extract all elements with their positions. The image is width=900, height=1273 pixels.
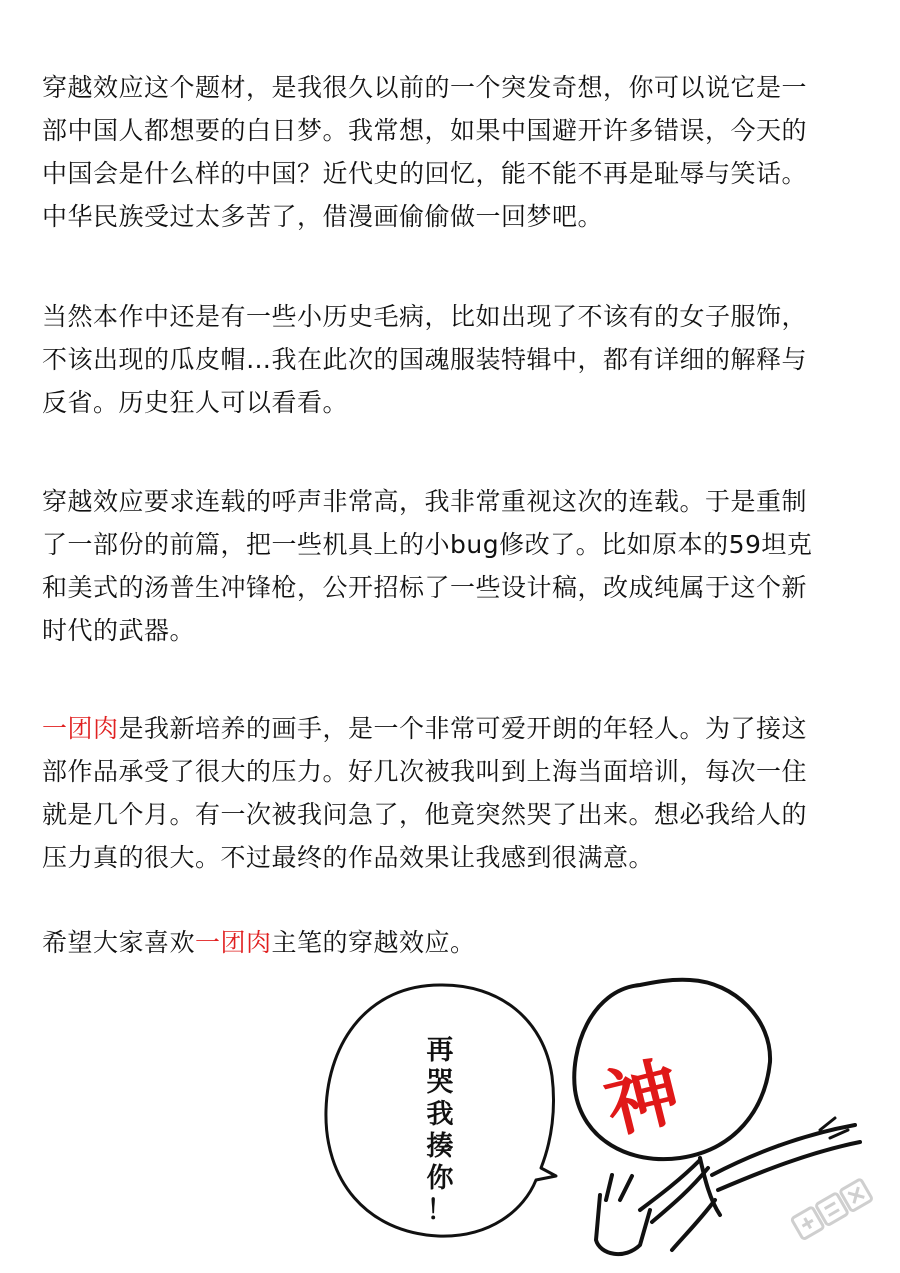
paragraph-line: 穿越效应要求连载的呼声非常高，我非常重视这次的连载。于是重制 [42, 487, 808, 516]
paragraph-line-rest: 是我新培养的画手，是一个非常可爱开朗的年轻人。为了接这 [118, 714, 808, 743]
paragraph-line: 当然本作中还是有一些小历史毛病，比如出现了不该有的女子服饰， [42, 302, 808, 331]
paragraph-line: 不该出现的瓜皮帽…我在此次的国魂服装特辑中，都有详细的解释与 [42, 345, 808, 374]
paragraph-line: 就是几个月。有一次被我问急了，他竟突然哭了出来。想必我给人的 [42, 800, 808, 829]
bubble-char: 哭 [426, 1067, 454, 1098]
bubble-char: 再 [426, 1035, 454, 1066]
character-leg-right [672, 1200, 715, 1250]
paragraph-line: 中华民族受过太多苦了，借漫画偷偷做一回梦吧。 [42, 202, 604, 231]
paragraph-line: 时代的武器。 [42, 616, 196, 645]
closing-text-before: 希望大家喜欢 [42, 928, 196, 957]
v-sign-hand [596, 1175, 650, 1254]
artist-name-highlight: 一团肉 [195, 928, 272, 957]
head-character-text: 神 [596, 1048, 689, 1150]
paragraph-line: 部作品承受了很大的压力。好几次被我叫到上海当面培训，每次一住 [42, 757, 808, 786]
paragraph-line: 中国会是什么样的中国？近代史的回忆，能不能不再是耻辱与笑话。 [42, 159, 808, 188]
bubble-char: 揍 [426, 1131, 454, 1162]
paragraph-line: 部中国人都想要的白日梦。我常想，如果中国避开许多错误，今天的 [42, 116, 808, 145]
paragraph-line: 和美式的汤普生冲锋枪，公开招标了一些设计稿，改成纯属于这个新 [42, 573, 808, 602]
bubble-char: 我 [426, 1099, 454, 1130]
paragraph-line: 压力真的很大。不过最终的作品效果让我感到很满意。 [42, 843, 655, 872]
paragraph-line: 穿越效应这个题材，是我很久以前的一个突发奇想，你可以说它是一 [42, 73, 808, 102]
watermark-logo [780, 1165, 895, 1260]
bubble-char: 你 [426, 1163, 454, 1194]
speech-bubble-text [420, 1035, 460, 1227]
artist-name-highlight: 一团肉 [42, 714, 119, 743]
closing-text-after: 主笔的穿越效应。 [271, 928, 476, 957]
bubble-char: ！ [426, 1195, 454, 1226]
paragraph-line: 了一部份的前篇，把一些机具上的小bug修改了。比如原本的59坦克 [42, 530, 813, 559]
paragraph-line: 反省。历史狂人可以看看。 [42, 388, 349, 417]
